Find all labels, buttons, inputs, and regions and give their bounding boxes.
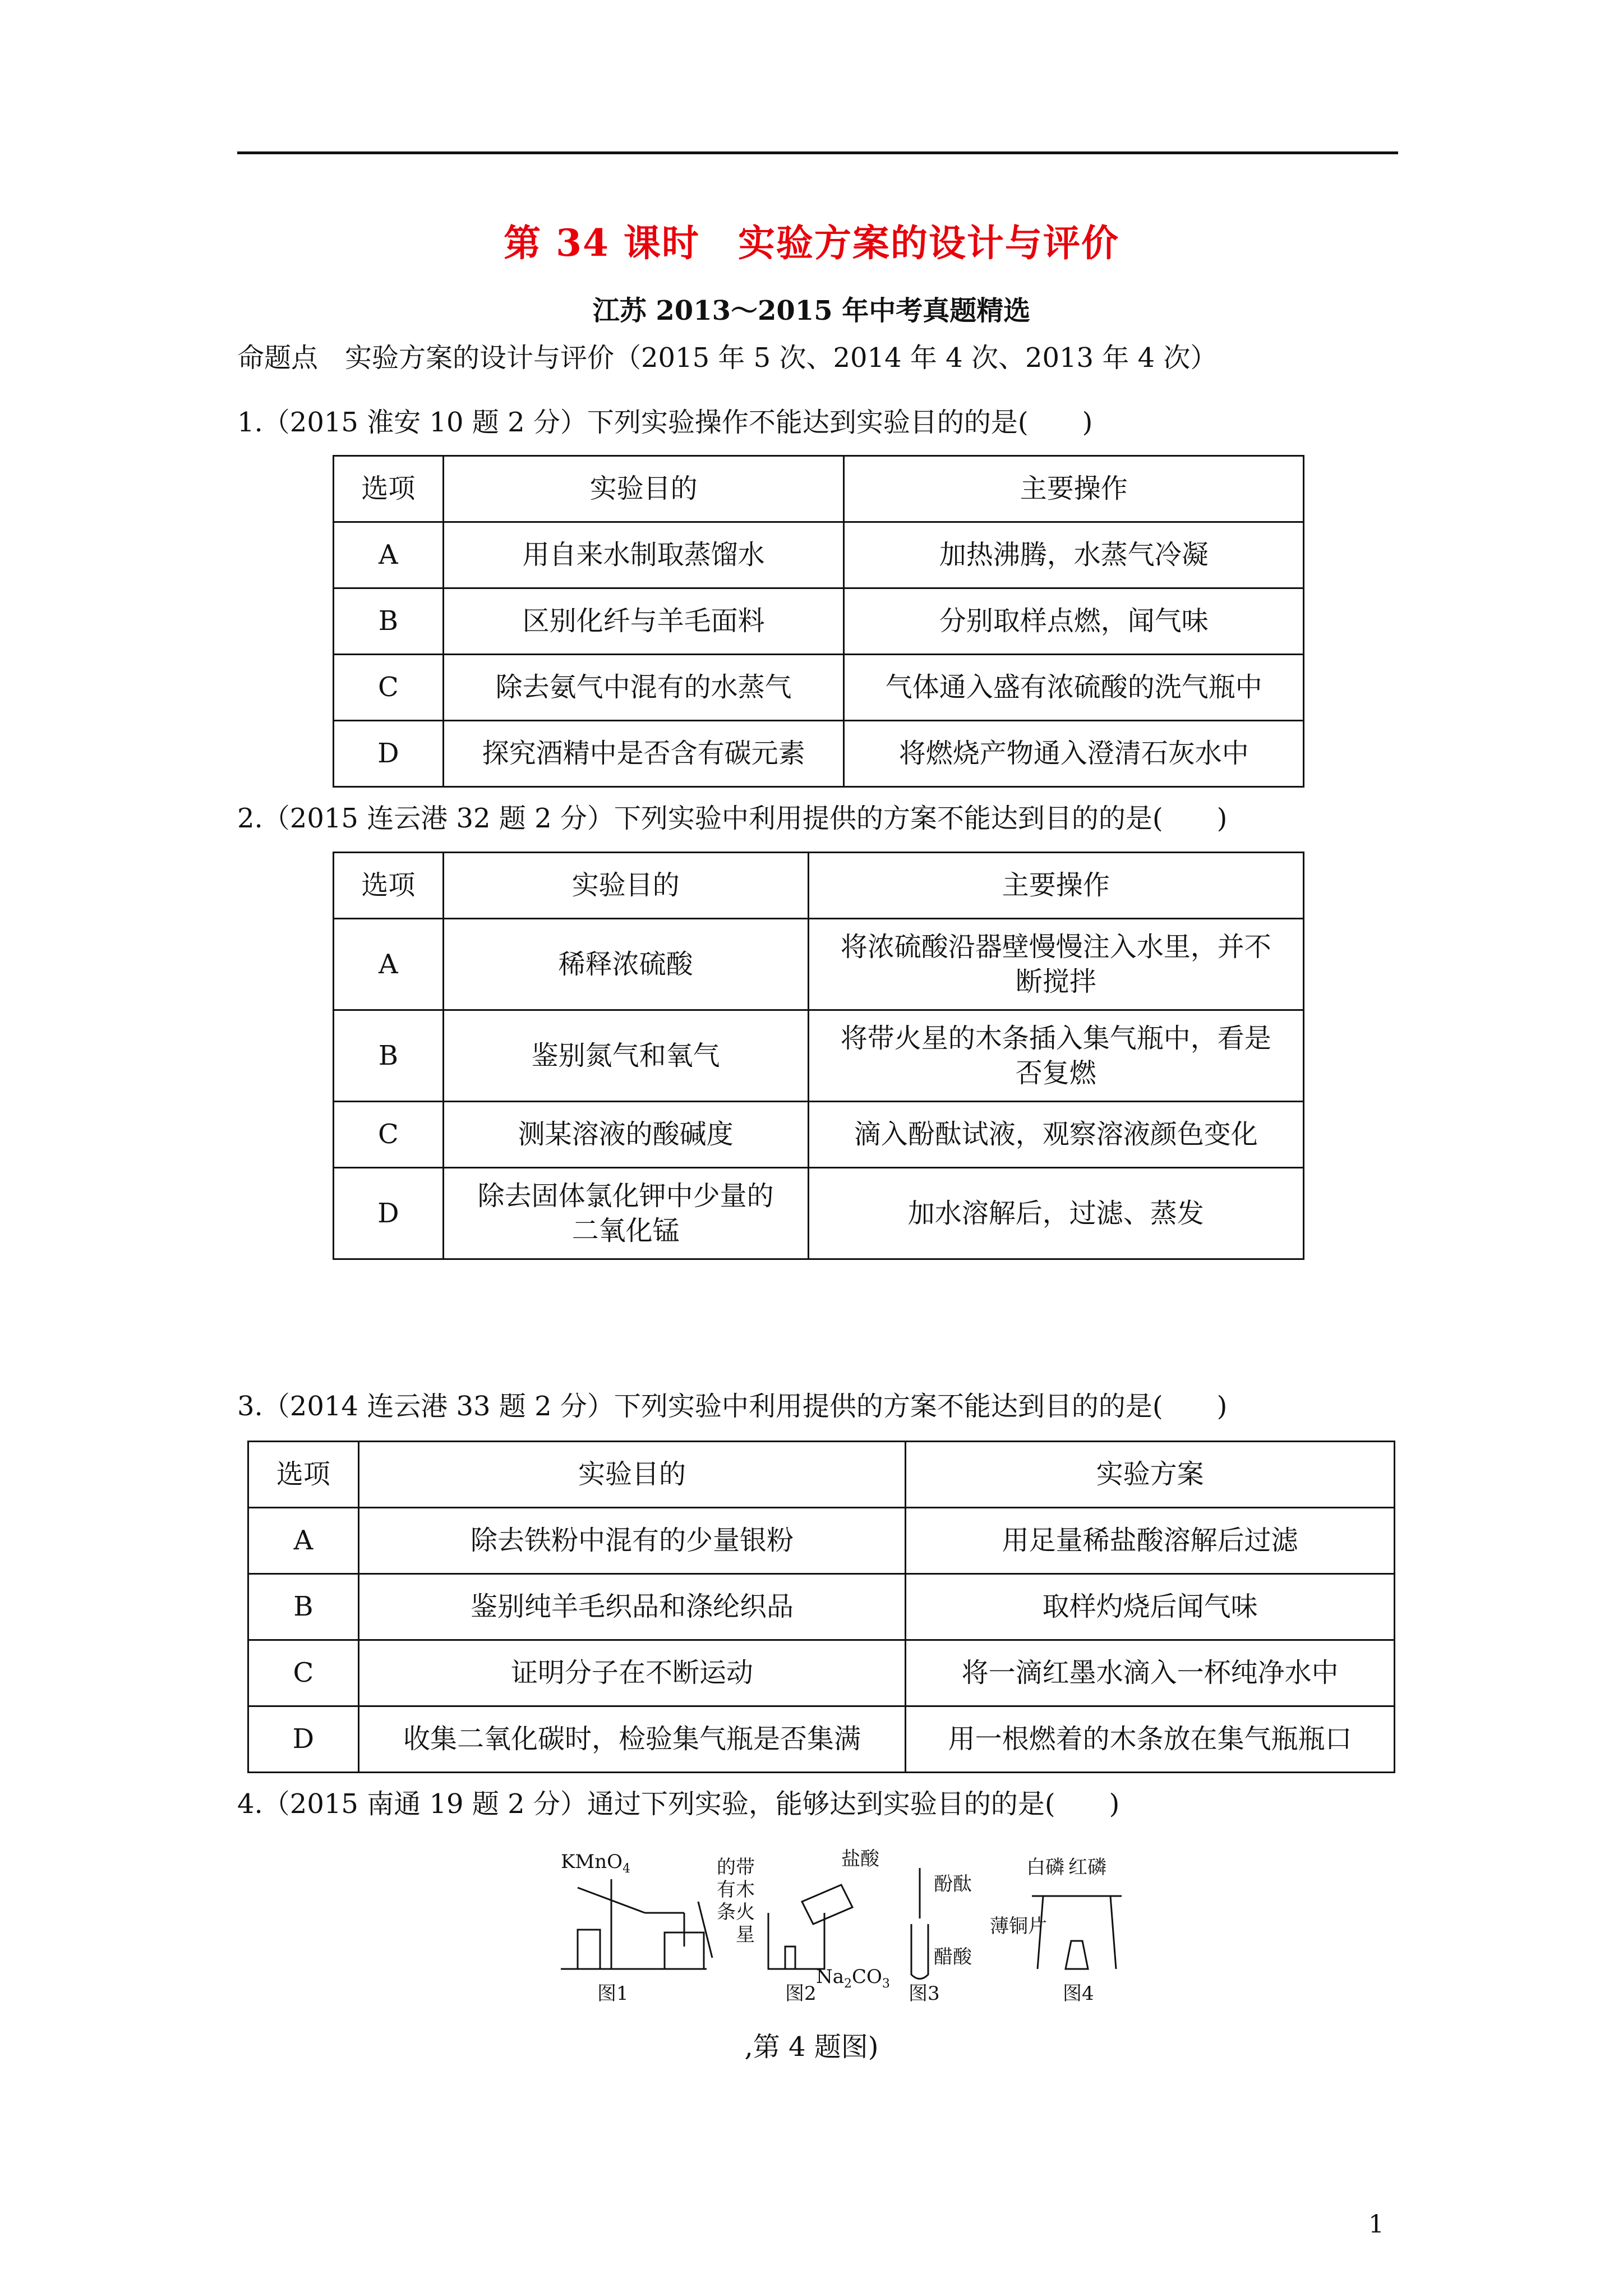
scheme-cell: 用一根燃着的木条放在集气瓶瓶口	[906, 1706, 1395, 1773]
table-row	[334, 1168, 1304, 1259]
header-cell: 实验目的	[358, 1442, 906, 1508]
white-phosphorus-label: 白磷	[1026, 1856, 1064, 1879]
operation-cell: 分别取样点燃，闻气味	[844, 588, 1304, 655]
hcl-label: 盐酸	[841, 1848, 879, 1870]
purpose-line: 除去固体氯化钾中少量的	[477, 1180, 774, 1212]
copper-sheet-label: 薄铜片	[990, 1915, 1047, 1938]
purpose-cell: 测某溶液的酸碱度	[443, 1102, 808, 1168]
kmno4-label: KMnO$_4$	[561, 1851, 630, 1876]
header-cell: 主要操作	[808, 853, 1303, 919]
table-row	[334, 1010, 1304, 1102]
purpose-cell: 探究酒精中是否含有碳元素	[443, 721, 844, 787]
operation-cell: 加水溶解后，过滤、蒸发	[808, 1168, 1303, 1259]
purpose-cell: 鉴别氮气和氧气	[443, 1010, 808, 1102]
table-row	[248, 1706, 1395, 1773]
svg-text:有: 有	[717, 1879, 736, 1901]
option-cell: A	[248, 1508, 359, 1574]
operation-cell: 气体通入盛有浓硫酸的洗气瓶中	[844, 655, 1304, 721]
figure-1-apparatus	[561, 1879, 712, 1969]
question-3-table	[247, 1441, 1395, 1773]
purpose-cell	[443, 1168, 808, 1259]
table-row	[248, 1508, 1395, 1574]
option-cell: B	[248, 1574, 359, 1640]
topic-line: 命题点 实验方案的设计与评价（2015 年 5 次、2014 年 4 次、2013 年 4 次）	[237, 342, 1218, 374]
option-cell: C	[334, 655, 444, 721]
operation-line: 否复燃	[1015, 1057, 1096, 1089]
purpose-cell: 除去氨气中混有的水蒸气	[443, 655, 844, 721]
table-row	[248, 1640, 1395, 1706]
figure-3-label: 图3	[909, 1982, 940, 2003]
experiment-figure	[561, 1834, 1144, 2003]
red-phosphorus-label: 红磷	[1068, 1856, 1106, 1879]
table-header-row	[334, 456, 1304, 522]
purpose-line: 二氧化锰	[571, 1215, 680, 1246]
table-row	[248, 1574, 1395, 1640]
table-row	[334, 588, 1304, 655]
option-cell: D	[248, 1706, 359, 1773]
na2co3-label: $Na_2CO_3$	[816, 1966, 890, 1991]
purpose-cell: 区别化纤与羊毛面料	[443, 588, 844, 655]
svg-text:星: 星	[736, 1924, 755, 1946]
operation-line: 将带火星的木条插入集气瓶中，看是	[840, 1023, 1271, 1054]
header-rule	[237, 151, 1398, 154]
option-cell: D	[334, 1168, 444, 1259]
table-row	[334, 721, 1304, 787]
table-header-row	[334, 853, 1304, 919]
operation-cell: 加热沸腾，水蒸气冷凝	[844, 522, 1304, 588]
question-1-table	[333, 455, 1304, 788]
question-2-stem: 2.（2015 连云港 32 题 2 分）下列实验中利用提供的方案不能达到目的的是( )	[237, 803, 1228, 834]
purpose-cell: 收集二氧化碳时，检验集气瓶是否集满	[358, 1706, 906, 1773]
question-3-stem: 3.（2014 连云港 33 题 2 分）下列实验中利用提供的方案不能达到目的的是( )	[237, 1391, 1228, 1422]
option-cell: A	[334, 522, 444, 588]
header-cell: 实验目的	[443, 456, 844, 522]
option-cell: B	[334, 588, 444, 655]
figure-2-label: 图2	[785, 1982, 817, 2003]
scheme-cell: 取样灼烧后闻气味	[906, 1574, 1395, 1640]
operation-line: 断搅拌	[1015, 966, 1096, 997]
figure-4-label: 图4	[1063, 1982, 1094, 2003]
operation-cell: 将燃烧产物通入澄清石灰水中	[844, 721, 1304, 787]
option-cell: B	[334, 1010, 444, 1102]
svg-text:带: 带	[736, 1856, 755, 1879]
svg-text:火: 火	[736, 1901, 755, 1924]
question-4-stem: 4.（2015 南通 19 题 2 分）通过下列实验，能够达到实验目的的是( )	[237, 1788, 1120, 1820]
scheme-cell: 将一滴红墨水滴入一杯纯净水中	[906, 1640, 1395, 1706]
figure-3-apparatus	[911, 1868, 928, 1979]
table-row	[334, 522, 1304, 588]
svg-text:条: 条	[717, 1901, 736, 1924]
operation-cell	[808, 1010, 1303, 1102]
table-row	[334, 1102, 1304, 1168]
splint-label	[717, 1856, 755, 1946]
table-row	[334, 919, 1304, 1010]
table-row	[334, 655, 1304, 721]
operation-line: 将浓硫酸沿器壁慢慢注入水里，并不	[840, 931, 1271, 963]
header-cell: 实验方案	[906, 1442, 1395, 1508]
phenolphthalein-label: 酚酞	[934, 1873, 972, 1895]
svg-text:木: 木	[736, 1879, 755, 1901]
header-cell: 实验目的	[443, 853, 808, 919]
purpose-cell: 鉴别纯羊毛织品和涤纶织品	[358, 1574, 906, 1640]
purpose-cell: 除去铁粉中混有的少量银粉	[358, 1508, 906, 1574]
figure-caption: ,第 4 题图)	[744, 2031, 879, 2063]
page-number: 1	[1368, 2210, 1384, 2239]
header-cell: 选项	[334, 853, 444, 919]
option-cell: D	[334, 721, 444, 787]
option-cell: C	[248, 1640, 359, 1706]
option-cell: A	[334, 919, 444, 1010]
figure-1-label: 图1	[597, 1982, 629, 2003]
page-subtitle: 江苏 2013～2015 年中考真题精选	[592, 295, 1031, 326]
header-cell: 选项	[248, 1442, 359, 1508]
header-cell: 选项	[334, 456, 444, 522]
scheme-cell: 用足量稀盐酸溶解后过滤	[906, 1508, 1395, 1574]
page-title: 第 34 课时 实验方案的设计与评价	[504, 221, 1119, 265]
purpose-cell: 证明分子在不断运动	[358, 1640, 906, 1706]
question-1-stem: 1.（2015 淮安 10 题 2 分）下列实验操作不能达到实验目的的是( )	[237, 407, 1093, 438]
purpose-cell: 稀释浓硫酸	[443, 919, 808, 1010]
table-header-row	[248, 1442, 1395, 1508]
acetic-acid-label: 醋酸	[934, 1946, 972, 1968]
purpose-cell: 用自来水制取蒸馏水	[443, 522, 844, 588]
question-2-table	[333, 852, 1304, 1260]
figure-2-apparatus	[768, 1885, 852, 1969]
option-cell: C	[334, 1102, 444, 1168]
operation-cell	[808, 919, 1303, 1010]
svg-text:的: 的	[717, 1856, 736, 1879]
header-cell: 主要操作	[844, 456, 1304, 522]
operation-cell: 滴入酚酞试液，观察溶液颜色变化	[808, 1102, 1303, 1168]
